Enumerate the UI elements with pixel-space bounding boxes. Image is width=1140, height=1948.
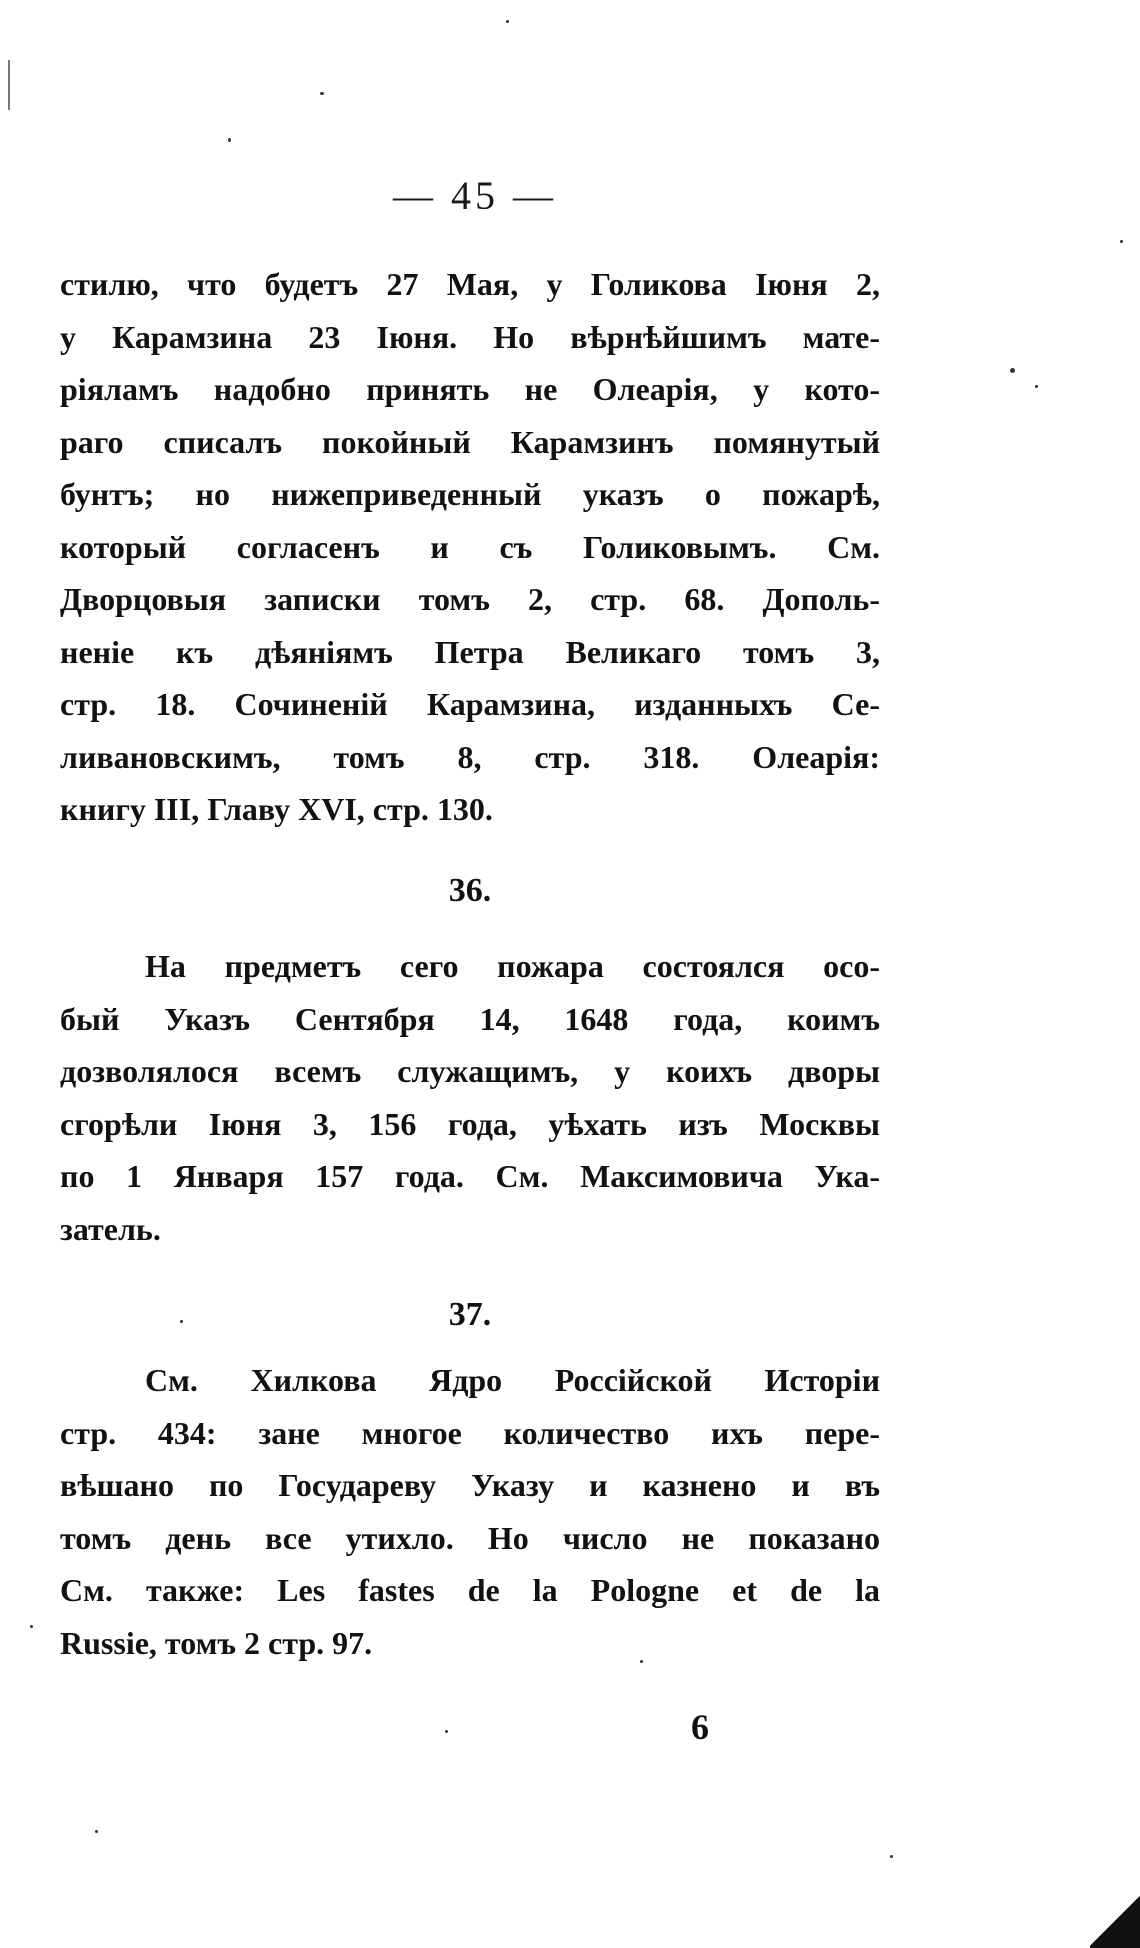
text-line: Дворцовыя записки томъ 2, стр. 68. Дополь- xyxy=(60,581,880,617)
scan-corner-mark xyxy=(1090,1893,1140,1948)
text-line: См. также: Les fastes de la Pologne et de la xyxy=(60,1572,880,1608)
text-line: стилю, что будетъ 27 Мая, у Голикова Іюня 2, xyxy=(60,266,880,302)
text-line: Russie, томъ 2 стр. 97. xyxy=(60,1624,373,1661)
text-line: который согласенъ и съ Голиковымъ. См. xyxy=(60,528,880,565)
text-line: затель. xyxy=(60,1210,161,1247)
section-number-36: 36. xyxy=(448,872,492,909)
text-line: книгу III, Главу XVI, стр. 130. xyxy=(60,791,493,827)
text-line: раго списалъ покойный Карамзинъ помянутый xyxy=(60,423,880,460)
text-line: ріяламъ надобно принять не Олеарія, у кото- xyxy=(60,371,880,407)
text-line: томъ день все утихло. Но число не показано xyxy=(60,1519,880,1556)
text-line: стр. 18. Сочиненій Карамзина, изданныхъ Се- xyxy=(60,686,880,722)
scan-speck xyxy=(506,20,509,23)
page-number-header: — 45 — xyxy=(393,173,557,218)
signature-mark: 6 xyxy=(691,1707,709,1747)
scan-speck xyxy=(890,1855,893,1858)
text-line: См. Хилкова Ядро Россійской Исторіи xyxy=(145,1362,880,1398)
text-line: по 1 Января 157 года. См. Максимовича Ука- xyxy=(60,1158,880,1194)
paragraph-37 xyxy=(60,1354,880,1669)
scan-speck xyxy=(445,1730,448,1733)
text-line: бунтъ; но нижеприведенный указъ о пожарѣ, xyxy=(60,476,880,512)
paragraph-36 xyxy=(60,940,880,1255)
scan-speck xyxy=(180,1320,183,1323)
scan-speck xyxy=(1010,368,1015,373)
scan-speck xyxy=(95,1830,98,1833)
text-line: На предметъ сего пожара состоялся осо- xyxy=(145,948,880,984)
section-number-37: 37. xyxy=(448,1296,492,1333)
scan-speck xyxy=(320,92,324,95)
text-line: бый Указъ Сентября 14, 1648 года, коимъ xyxy=(60,1000,880,1037)
scan-speck xyxy=(640,1660,643,1663)
scan-speck xyxy=(1035,385,1038,388)
text-line: сгорѣли Іюня 3, 156 года, уѣхать изъ Москвы xyxy=(60,1105,880,1142)
scan-speck xyxy=(228,138,231,142)
scan-speck xyxy=(1120,240,1123,243)
text-line: вѣшано по Государеву Указу и казнено и въ xyxy=(60,1467,880,1503)
text-line: у Карамзина 23 Іюня. Но вѣрнѣйшимъ мате- xyxy=(60,318,880,355)
scan-edge-mark xyxy=(8,60,10,110)
scan-speck xyxy=(30,1625,33,1628)
text-line: стр. 434: зане многое количество ихъ пере- xyxy=(60,1414,880,1451)
text-line: ливановскимъ, томъ 8, стр. 318. Олеарія: xyxy=(60,738,880,775)
paragraph-continuation xyxy=(60,258,880,836)
text-line: неніе къ дѣяніямъ Петра Великаго томъ 3, xyxy=(60,633,880,670)
text-line: дозволялося всемъ служащимъ, у коихъ дворы xyxy=(60,1053,880,1089)
